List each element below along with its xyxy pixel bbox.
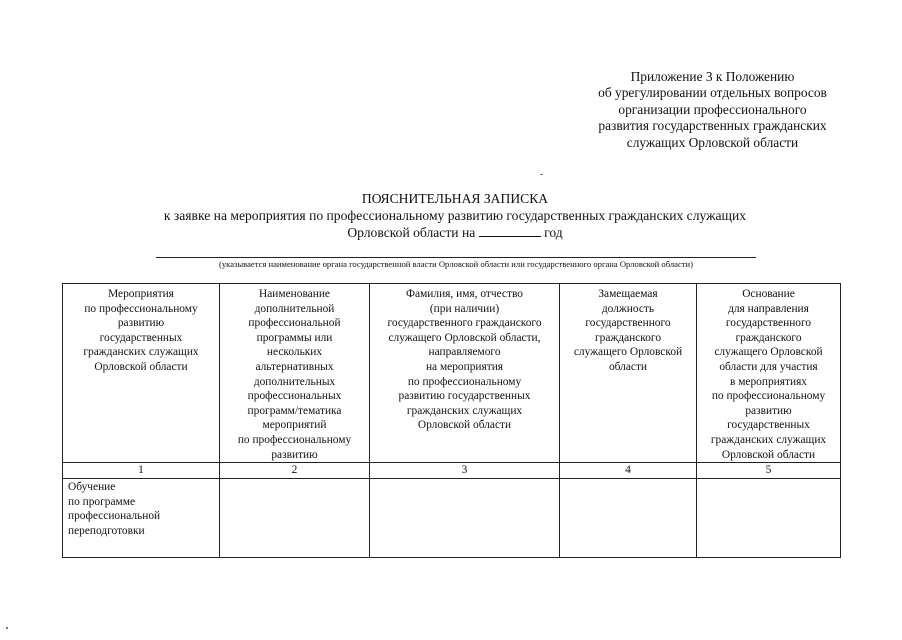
header-text-line: государственного	[585, 317, 671, 330]
header-text-line: альтернативных	[255, 360, 334, 373]
document-heading: ПОЯСНИТЕЛЬНАЯ ЗАПИСКА	[361, 191, 549, 206]
appendix-line: организации профессионального	[618, 101, 807, 117]
header-text-line: государственного	[725, 317, 812, 330]
table-cell	[63, 479, 220, 558]
header-text-line: Наименование	[259, 288, 330, 300]
header-text-line: в мероприятиях	[729, 375, 807, 388]
header-text-line: по профессиональному	[711, 390, 826, 403]
header-text-line: мероприятий	[262, 419, 327, 432]
header-text-line: гражданских служащих	[710, 433, 827, 446]
header-text-line: гражданских служащих	[406, 404, 523, 417]
header-text-line: служащего Орловской области,	[388, 331, 541, 344]
column-header-5	[697, 284, 841, 463]
header-text-line: служащего Орловской	[714, 346, 823, 359]
org-caption: (указывается наименование органа государственной власти Орловской области или государственного органа Орловской области)	[218, 259, 694, 269]
request-table	[62, 283, 841, 558]
column-number: 3	[370, 463, 560, 479]
header-text-line: дополнительной	[254, 302, 335, 315]
header-text-line: государственных	[727, 419, 810, 432]
column-number: 5	[697, 463, 841, 479]
year-prefix: Орловской области на	[347, 225, 476, 240]
column-header-3	[370, 284, 560, 463]
appendix-line: об урегулировании отдельных вопросов	[598, 85, 827, 101]
table-cell	[560, 479, 697, 558]
header-text-line: по профессиональному	[237, 433, 352, 446]
header-text-line: Замещаемая	[598, 288, 658, 300]
column-header-4	[560, 284, 697, 463]
table-cell	[697, 479, 841, 558]
header-text-line: для направления	[728, 302, 809, 315]
header-text-line: развитию	[271, 448, 318, 461]
cell-text-line: Обучение	[68, 481, 116, 494]
cell-text-line: по программе	[68, 495, 136, 508]
header-text-line: на мероприятия	[425, 360, 504, 373]
header-text-line: государственного гражданского	[387, 317, 542, 330]
table-row	[63, 479, 841, 558]
header-text-line: программ/тематика	[247, 404, 342, 417]
header-text-line: гражданских служащих	[83, 346, 199, 359]
appendix-line: развития государственных гражданских	[598, 118, 827, 134]
header-text-line: развитию государственных	[398, 390, 531, 403]
document-year-line	[0, 224, 902, 241]
column-header-1	[63, 284, 220, 463]
column-number: 2	[220, 463, 370, 479]
header-text-line: (при наличии)	[429, 302, 500, 315]
header-text-line: Основание	[742, 288, 795, 300]
column-number-row	[63, 463, 841, 479]
header-text-line: гражданского	[735, 331, 802, 344]
header-text-line: государственных	[99, 331, 183, 344]
appendix-reference	[560, 69, 865, 151]
cell-text-line: переподготовки	[68, 524, 145, 537]
header-text-line: профессиональной	[248, 317, 341, 330]
header-text-line: по профессиональному	[407, 375, 522, 388]
appendix-line: служащих Орловской области	[626, 134, 799, 150]
table-cell	[220, 479, 370, 558]
column-number: 1	[63, 463, 220, 479]
header-text-line: профессиональных	[247, 390, 342, 403]
header-text-line: направляемого	[428, 346, 501, 359]
scan-speck	[6, 627, 8, 629]
header-text-line: по профессиональному	[84, 302, 198, 315]
header-text-line: программы или	[256, 331, 333, 344]
header-text-line: Орловской области	[94, 360, 188, 373]
header-text-line: области для участия	[719, 360, 818, 373]
header-text-line: области	[608, 360, 648, 373]
year-blank	[479, 224, 541, 237]
header-text-line: Фамилия, имя, отчество	[406, 288, 523, 300]
scan-speck	[540, 174, 543, 175]
header-text-line: нескольких	[266, 346, 323, 359]
header-text-line: служащего Орловской	[573, 346, 683, 359]
header-text-line: развитию	[117, 317, 165, 330]
document-title-block	[0, 190, 902, 241]
appendix-line: Приложение 3 к Положению	[630, 69, 795, 84]
document-subtitle: к заявке на мероприятия по профессиональному развитию государственных гражданских служащих	[163, 208, 747, 223]
header-text-line: гражданского	[594, 331, 662, 344]
table-cell	[370, 479, 560, 558]
header-text-line: должность	[601, 302, 655, 315]
column-number: 4	[560, 463, 697, 479]
header-row	[63, 284, 841, 463]
header-text-line: развитию	[745, 404, 792, 417]
header-text-line: Орловской области	[721, 448, 816, 461]
header-text-line: дополнительных	[253, 375, 336, 388]
header-text-line: Мероприятия	[108, 288, 174, 300]
cell-text-line: профессиональной	[68, 510, 161, 523]
year-suffix: год	[544, 225, 563, 240]
column-header-2	[220, 284, 370, 463]
header-text-line: Орловской области	[417, 419, 512, 432]
